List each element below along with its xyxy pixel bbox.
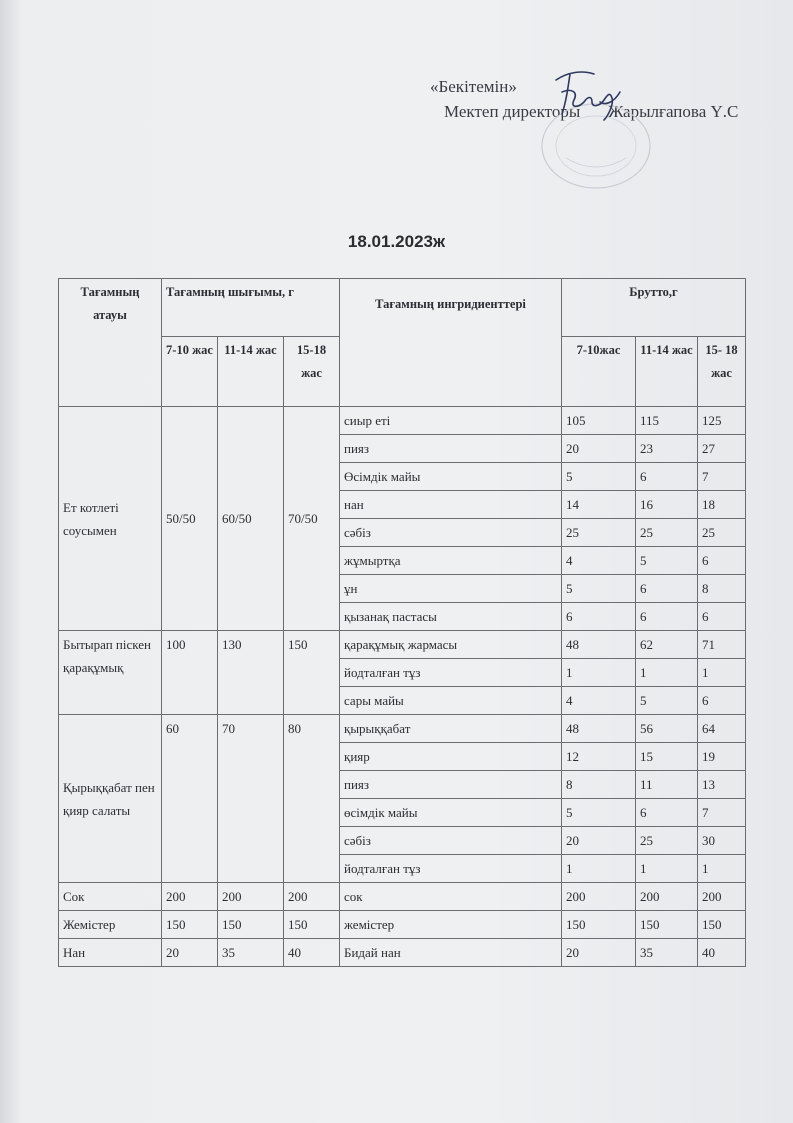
ingredient-name: пияз [340, 435, 562, 463]
header-yield-age: 11-14 жас [218, 337, 284, 407]
brutto-value: 18 [698, 491, 746, 519]
table-row [59, 631, 746, 659]
brutto-value: 1 [636, 659, 698, 687]
ingredient-name: сәбіз [340, 827, 562, 855]
brutto-value: 5 [562, 799, 636, 827]
signature [548, 62, 628, 124]
dish-yield: 40 [284, 939, 340, 967]
brutto-value: 35 [636, 939, 698, 967]
brutto-value: 7 [698, 463, 746, 491]
ingredient-name: жұмыртқа [340, 547, 562, 575]
header-brutto: Брутто,г [562, 279, 746, 337]
ingredient-name: Бидай нан [340, 939, 562, 967]
ingredient-name: қарақұмық жармасы [340, 631, 562, 659]
approve-label: «Бекітемін» [430, 77, 517, 96]
header-brutto-age: 11-14 жас [636, 337, 698, 407]
brutto-value: 25 [636, 519, 698, 547]
brutto-value: 56 [636, 715, 698, 743]
brutto-value: 30 [698, 827, 746, 855]
director-name: Жарылғапова Ү.С [608, 102, 739, 121]
dish-yield: 35 [218, 939, 284, 967]
table-row [59, 715, 746, 743]
header-dish-name: Тағамның атауы [59, 279, 162, 407]
table-row [59, 939, 746, 967]
dish-name: Бытырап піскен қарақұмық [59, 631, 162, 715]
ingredient-name: қияр [340, 743, 562, 771]
dish-yield: 50/50 [162, 407, 218, 631]
dish-yield: 150 [284, 911, 340, 939]
header-yield-age: 7-10 жас [162, 337, 218, 407]
dish-yield: 20 [162, 939, 218, 967]
brutto-value: 200 [562, 883, 636, 911]
brutto-value: 40 [698, 939, 746, 967]
brutto-value: 6 [698, 547, 746, 575]
header-ingredients: Тағамның ингридиенттері [340, 279, 562, 407]
ingredient-name: сары майы [340, 687, 562, 715]
brutto-value: 20 [562, 827, 636, 855]
brutto-value: 150 [562, 911, 636, 939]
dish-yield: 150 [218, 911, 284, 939]
brutto-value: 14 [562, 491, 636, 519]
ingredient-name: сәбіз [340, 519, 562, 547]
dish-yield: 60/50 [218, 407, 284, 631]
brutto-value: 7 [698, 799, 746, 827]
brutto-value: 150 [636, 911, 698, 939]
dish-yield: 80 [284, 715, 340, 883]
brutto-value: 200 [698, 883, 746, 911]
brutto-value: 1 [562, 659, 636, 687]
ingredient-name: ұн [340, 575, 562, 603]
ingredient-name: жемістер [340, 911, 562, 939]
brutto-value: 115 [636, 407, 698, 435]
header-yield-age: 15-18 жас [284, 337, 340, 407]
header-brutto-age: 15- 18 жас [698, 337, 746, 407]
brutto-value: 200 [636, 883, 698, 911]
brutto-value: 8 [562, 771, 636, 799]
ingredient-name: қызанақ пастасы [340, 603, 562, 631]
ingredient-name: қырыққабат [340, 715, 562, 743]
brutto-value: 15 [636, 743, 698, 771]
ingredient-name: нан [340, 491, 562, 519]
brutto-value: 5 [636, 687, 698, 715]
brutto-value: 125 [698, 407, 746, 435]
brutto-value: 25 [636, 827, 698, 855]
dish-name: Ет котлеті соусымен [59, 407, 162, 631]
brutto-value: 150 [698, 911, 746, 939]
table-row [59, 883, 746, 911]
dish-yield: 200 [218, 883, 284, 911]
brutto-value: 5 [562, 575, 636, 603]
brutto-value: 6 [562, 603, 636, 631]
brutto-value: 4 [562, 687, 636, 715]
brutto-value: 6 [636, 603, 698, 631]
brutto-value: 6 [636, 575, 698, 603]
brutto-value: 4 [562, 547, 636, 575]
brutto-value: 16 [636, 491, 698, 519]
ingredient-name: өсімдік майы [340, 799, 562, 827]
brutto-value: 48 [562, 631, 636, 659]
dish-yield: 200 [162, 883, 218, 911]
dish-yield: 130 [218, 631, 284, 715]
header-yield: Тағамның шығымы, г [162, 279, 340, 337]
ingredient-name: сок [340, 883, 562, 911]
brutto-value: 6 [636, 799, 698, 827]
header-brutto-age: 7-10жас [562, 337, 636, 407]
menu-date: 18.01.2023ж [347, 232, 446, 251]
brutto-value: 105 [562, 407, 636, 435]
brutto-value: 12 [562, 743, 636, 771]
ingredient-name: пияз [340, 771, 562, 799]
brutto-value: 1 [698, 659, 746, 687]
dish-yield: 150 [284, 631, 340, 715]
dish-yield: 70/50 [284, 407, 340, 631]
table-row [59, 911, 746, 939]
brutto-value: 5 [562, 463, 636, 491]
brutto-value: 64 [698, 715, 746, 743]
dish-name: Қырыққабат пен қияр салаты [59, 715, 162, 883]
brutto-value: 48 [562, 715, 636, 743]
dish-yield: 200 [284, 883, 340, 911]
brutto-value: 6 [636, 463, 698, 491]
menu-table [58, 278, 746, 967]
brutto-value: 6 [698, 687, 746, 715]
ingredient-name: йодталған тұз [340, 855, 562, 883]
brutto-value: 8 [698, 575, 746, 603]
dish-yield: 70 [218, 715, 284, 883]
brutto-value: 5 [636, 547, 698, 575]
dish-name: Жемістер [59, 911, 162, 939]
brutto-value: 71 [698, 631, 746, 659]
dish-name: Сок [59, 883, 162, 911]
ingredient-name: сиыр еті [340, 407, 562, 435]
brutto-value: 1 [562, 855, 636, 883]
table-row [59, 407, 746, 435]
dish-yield: 150 [162, 911, 218, 939]
brutto-value: 25 [562, 519, 636, 547]
director-position: Мектеп директоры [444, 102, 581, 121]
brutto-value: 20 [562, 939, 636, 967]
brutto-value: 6 [698, 603, 746, 631]
brutto-value: 20 [562, 435, 636, 463]
dish-yield: 100 [162, 631, 218, 715]
ingredient-name: Өсімдік майы [340, 463, 562, 491]
menu-table-body [59, 407, 746, 967]
brutto-value: 13 [698, 771, 746, 799]
brutto-value: 25 [698, 519, 746, 547]
brutto-value: 62 [636, 631, 698, 659]
brutto-value: 23 [636, 435, 698, 463]
brutto-value: 1 [698, 855, 746, 883]
ingredient-name: йодталған тұз [340, 659, 562, 687]
dish-yield: 60 [162, 715, 218, 883]
brutto-value: 27 [698, 435, 746, 463]
dish-name: Нан [59, 939, 162, 967]
brutto-value: 11 [636, 771, 698, 799]
brutto-value: 19 [698, 743, 746, 771]
brutto-value: 1 [636, 855, 698, 883]
